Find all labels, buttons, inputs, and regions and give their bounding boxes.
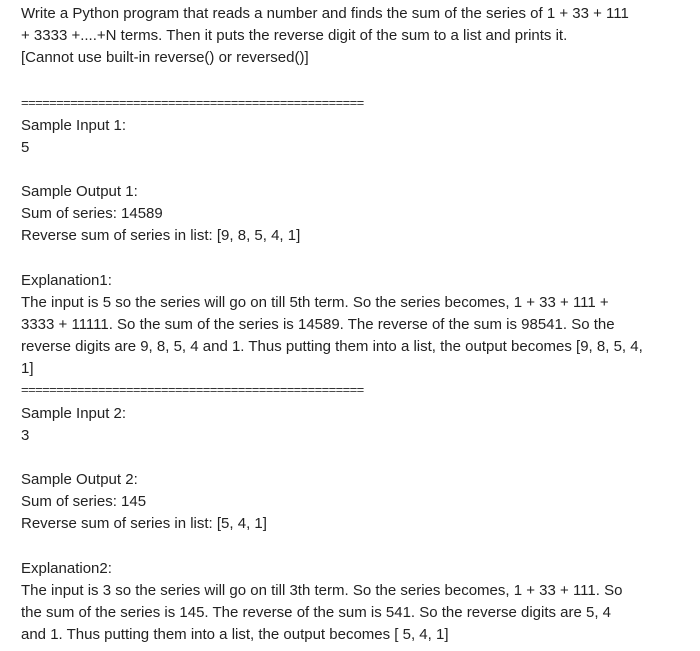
sample-output-2 [21, 469, 683, 535]
sample-output-label: Sample Output 1: [21, 183, 138, 200]
problem-line: + 3333 +....+N terms. Then it puts the reverse digit of the sum to a list and prints it. [21, 27, 568, 44]
sample-input-label: Sample Input 2: [21, 405, 127, 422]
explanation-line: the sum of the series is 145. The reverse of the sum is 541. So the reverse digits are 5, 4 [21, 604, 612, 621]
separator-line: ================================================= [21, 95, 364, 110]
sample-output-sum: Sum of series: 145 [21, 493, 147, 510]
explanation-line: and 1. Thus putting them into a list, the output becomes [ 5, 4, 1] [21, 626, 449, 643]
explanation-line: 1] [21, 360, 34, 377]
sample-input-1 [21, 115, 683, 159]
sample-output-sum: Sum of series: 14589 [21, 205, 163, 222]
explanation-line: The input is 3 so the series will go on till 3th term. So the series becomes, 1 + 33 + 111. So [21, 582, 623, 599]
sample-output-reverse: Reverse sum of series in list: [5, 4, 1] [21, 515, 267, 532]
explanation-line: The input is 5 so the series will go on till 5th term. So the series becomes, 1 + 33 + 111 + [21, 294, 609, 311]
explanation-line: 3333 + 11111. So the sum of the series is 14589. The reverse of the sum is 98541. So the [21, 316, 615, 333]
sample-input-value: 3 [21, 427, 30, 444]
problem-line: Write a Python program that reads a number and finds the sum of the series of 1 + 33 + 111 [21, 5, 629, 22]
problem-statement [21, 3, 683, 69]
explanation-2 [21, 558, 683, 646]
explanation-line: reverse digits are 9, 8, 5, 4 and 1. Thus putting them into a list, the output becomes [9, 8, 5, 4, [21, 338, 643, 355]
problem-line: [Cannot use built-in reverse() or reversed()] [21, 49, 309, 66]
sample-input-2 [21, 403, 683, 447]
explanation-label: Explanation1: [21, 272, 112, 289]
explanation-label: Explanation2: [21, 560, 112, 577]
sample-output-reverse: Reverse sum of series in list: [9, 8, 5, 4, 1] [21, 227, 301, 244]
sample-input-value: 5 [21, 139, 30, 156]
sample-output-1 [21, 181, 683, 247]
sample-input-label: Sample Input 1: [21, 117, 127, 134]
sample-output-label: Sample Output 2: [21, 471, 138, 488]
explanation-1 [21, 270, 683, 380]
separator-line: ================================================= [21, 382, 364, 397]
